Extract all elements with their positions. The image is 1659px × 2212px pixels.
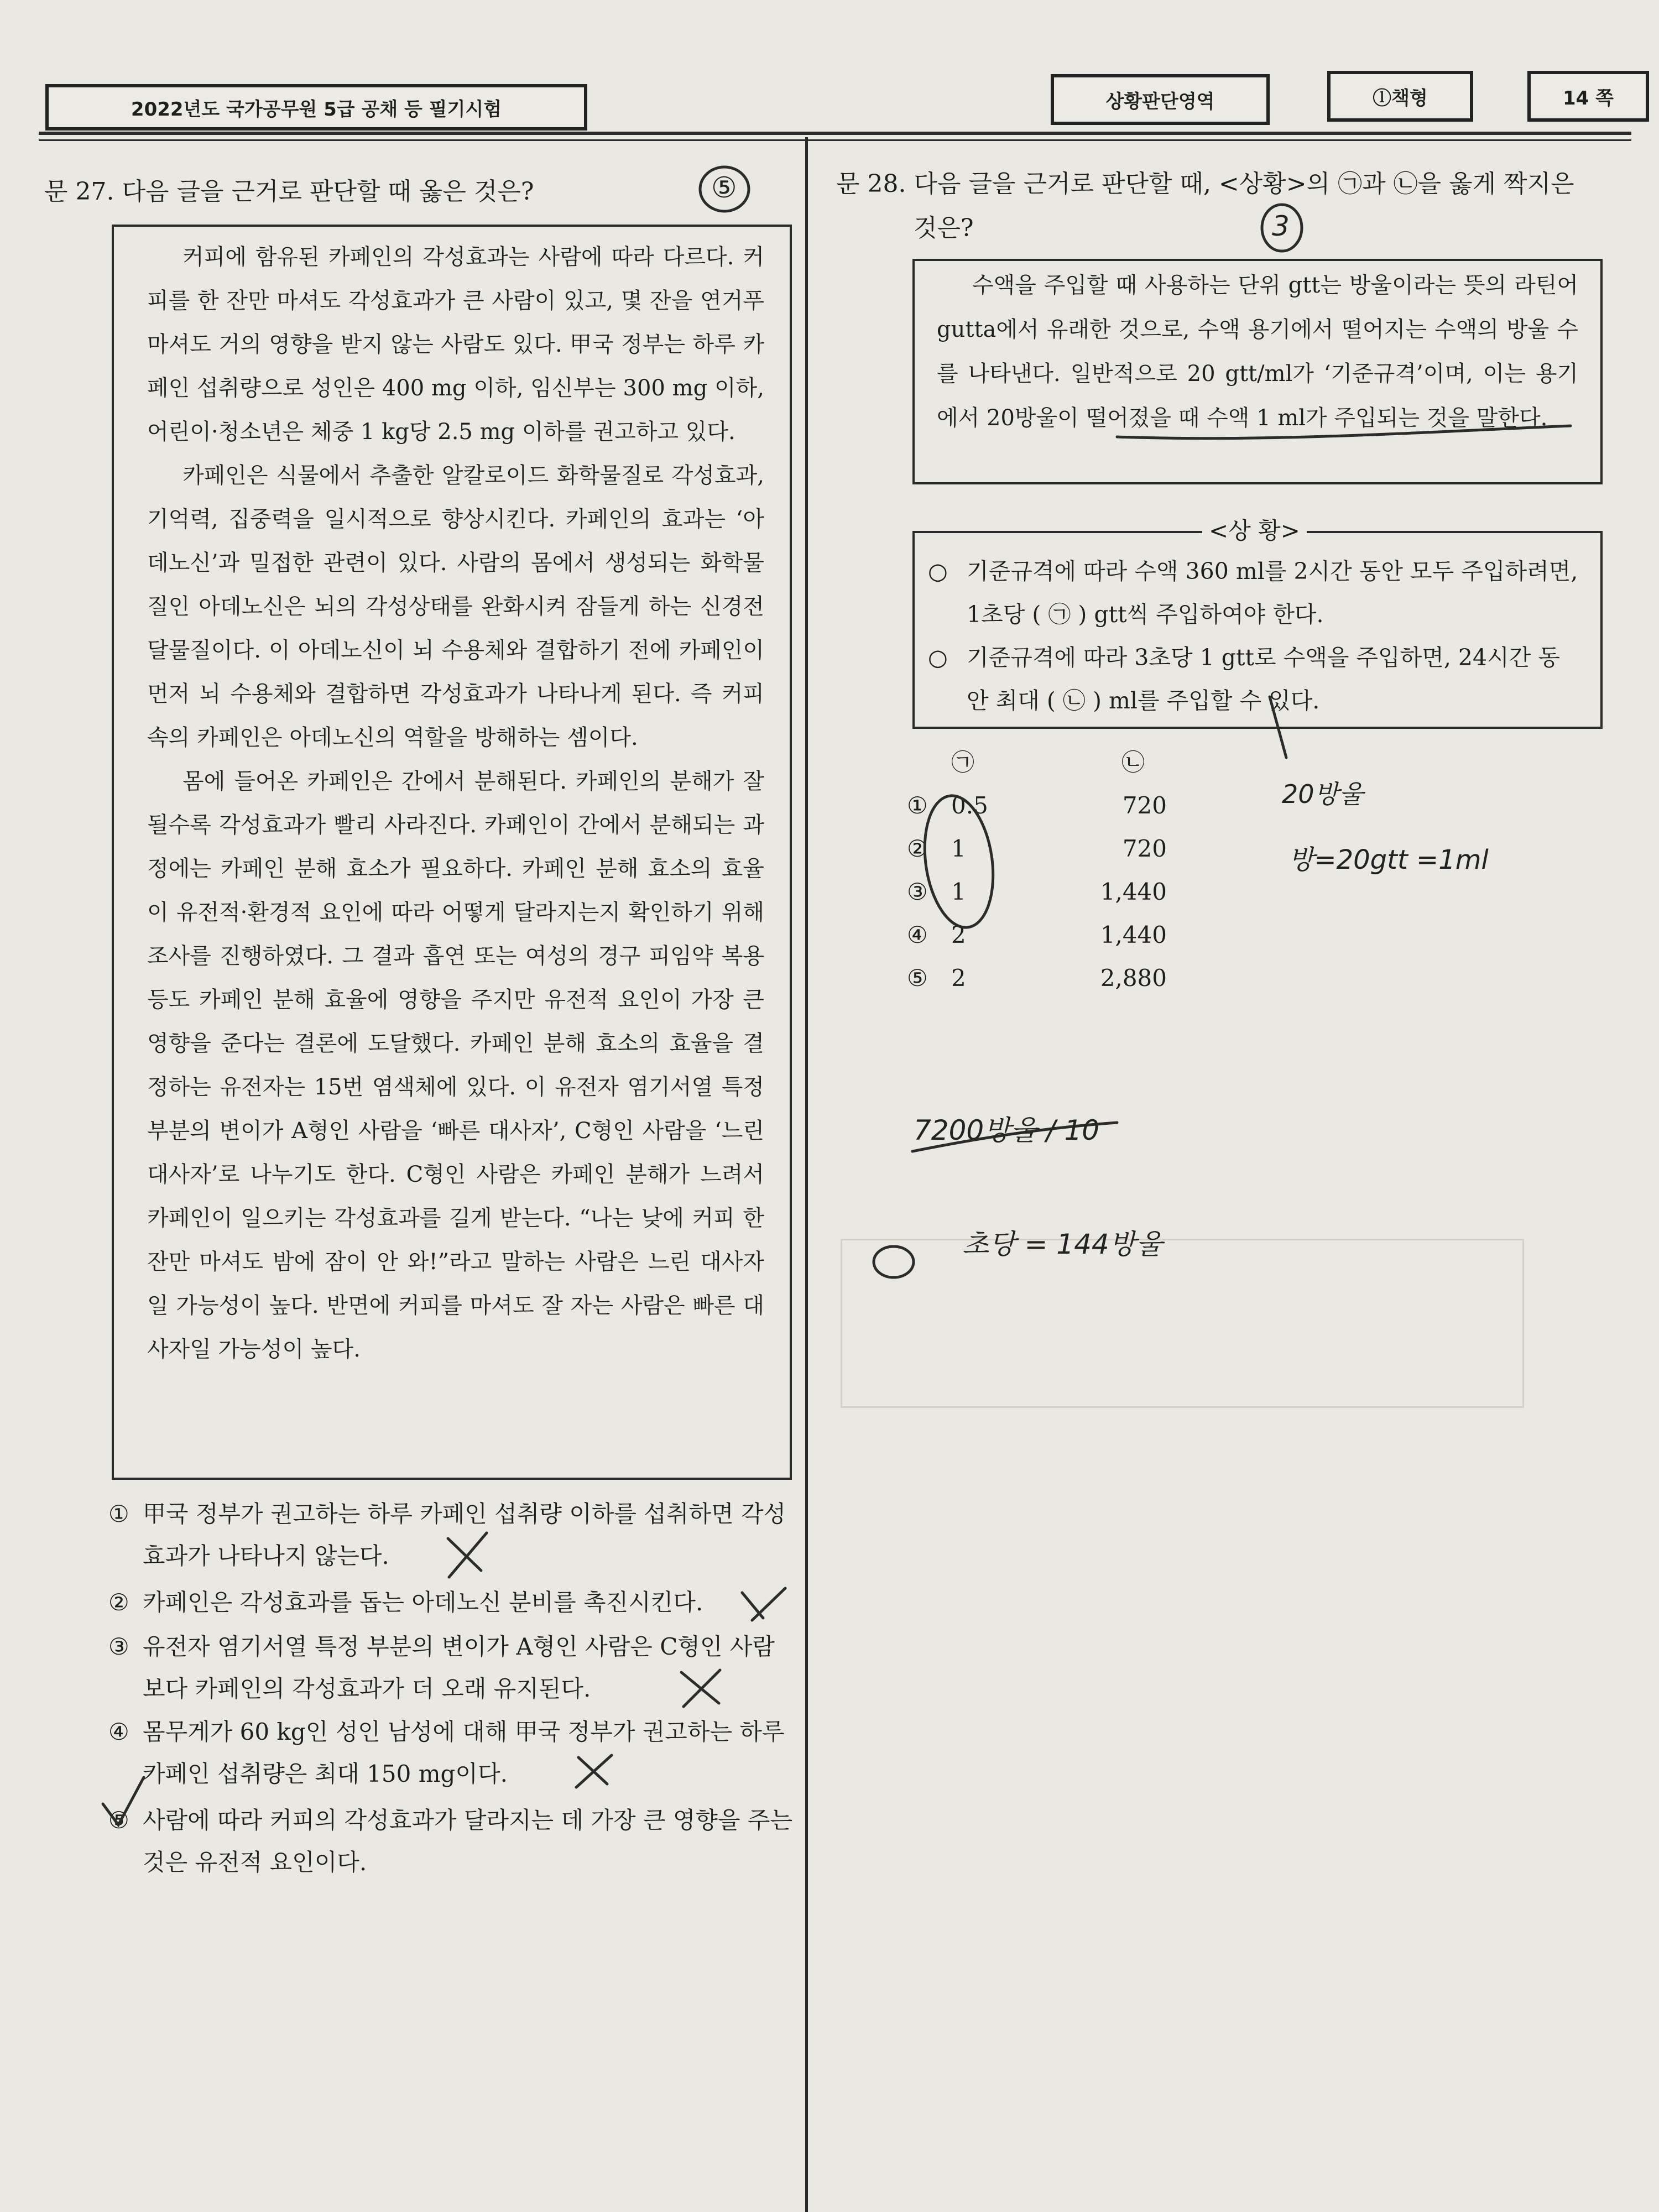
option-number: ④ <box>907 921 928 948</box>
option-number: ⑤ <box>907 964 928 992</box>
answer-column-circle <box>917 791 1001 932</box>
x-mark-icon <box>681 1670 720 1707</box>
option-value-a: 2 <box>951 921 966 948</box>
handwritten-note-4: 초당 = 144방울 <box>962 1228 1163 1260</box>
option-number: ③ <box>108 1633 129 1660</box>
option-text: 사람에 따라 커피의 각성효과가 달라지는 데 가장 큰 영향을 주는 것은 유전적 요인이다. <box>143 1807 793 1876</box>
q28-title-line1: 문 28. 다음 글을 근거로 판단할 때, <상황>의 ㉠과 ㉡을 옳게 짝지은 <box>836 170 1574 198</box>
situation-label: <상 황> <box>1202 515 1307 546</box>
x-mark-icon <box>448 1533 487 1577</box>
situation-text: 기준규격에 따라 수액 360 ml를 2시간 동안 모두 주입하려면, 1초당 ( ㉠ ) gtt씩 주입하여야 한다. <box>967 558 1578 628</box>
option-number: ⑤ <box>108 1807 129 1834</box>
check-mark-icon <box>103 1777 144 1825</box>
option-value-b: 720 <box>1122 791 1167 819</box>
option-value-a: 1 <box>951 878 966 905</box>
option-value-b: 2,880 <box>1100 964 1167 992</box>
x-mark-icon <box>576 1755 612 1787</box>
option-number: ① <box>108 1500 129 1527</box>
q28-paragraph: 수액을 주입할 때 사용하는 단위 gtt는 방울이라는 뜻의 라틴어 gutta에서 유래한 것으로, 수액 용기에서 떨어지는 수액의 방울 수를 나타낸다. 일반적으로 20 gtt/ml가 ‘기준규격’이며, 이는 용기에서 20방울이 떨어졌을 때 수액 1 ml가 주입되는 것을 말한다. <box>937 273 1578 431</box>
handwritten-note-3: 7200방울 / 10 <box>914 1114 1100 1146</box>
situation-text: 기준규격에 따라 3초당 1 gtt로 수액을 주입하면, 24시간 동안 최대 ( ㉡ ) ml를 주입할 수 있다. <box>967 644 1560 714</box>
option-value-a: 0.5 <box>951 791 988 819</box>
q27-title: 문 27. 다음 글을 근거로 판단할 때 옳은 것은? <box>44 178 534 206</box>
q27-paragraph-1: 커피에 함유된 카페인의 각성효과는 사람에 따라 다르다. 커피를 한 잔만 마셔도 각성효과가 큰 사람이 있고, 몇 잔을 연거푸 마셔도 거의 영향을 받지 않는 사람도 있다. 甲국 정부는 하루 카페인 섭취량으로 성인은 400 mg 이하, 임신부는 300 mg 이하, 어린이·청소년은 체중 1 kg당 2.5 mg 이하를 권고하고 있다. <box>147 244 764 445</box>
col-header-a: ㉠ <box>951 749 975 776</box>
handwritten-answer-q27: ⑤ <box>711 171 737 205</box>
section-text: 상황판단영역 <box>1105 90 1215 113</box>
handwritten-note-2: 방=20gtt =1ml <box>1288 844 1489 875</box>
option-value-b: 720 <box>1122 834 1167 862</box>
option-value-a: 2 <box>951 964 966 992</box>
scribble-circle <box>874 1246 914 1277</box>
option-number: ② <box>907 834 928 862</box>
option-number: ③ <box>907 878 928 905</box>
bullet-circle-icon: ○ <box>928 644 948 671</box>
option-text: 甲국 정부가 권고하는 하루 카페인 섭취량 이하를 섭취하면 각성효과가 나타나지 않는다. <box>143 1500 786 1569</box>
option-value-b: 1,440 <box>1100 921 1167 948</box>
exam-title-text: 2022년도 국가공무원 5급 공채 등 필기시험 <box>131 98 502 121</box>
option-text: 카페인은 각성효과를 돕는 아데노신 분비를 촉진시킨다. <box>143 1589 703 1616</box>
q27-paragraph-3: 몸에 들어온 카페인은 간에서 분해된다. 카페인의 분해가 잘 될수록 각성효과가 빨리 사라진다. 카페인이 간에서 분해되는 과정에는 카페인 분해 효소가 필요하다. 카페인 분해 효소의 효율이 유전적·환경적 요인에 따라 어떻게 달라지는지 확인하기 위해 조사를 진행하였다. 그 결과 흡연 또는 여성의 경구 피임약 복용 등도 카페인 분해 효율에 영향을 주지만 유전적 요인이 가장 큰 영향을 준다는 결론에 도달했다. 카페인 분해 효소의 효율을 결정하는 유전자는 15번 염색체에 있다. 이 유전자 염기서열 특정 부분의 변이가 A형인 사람을 ‘빠른 대사자’, C형인 사람을 ‘느린 대사자’로 나누기도 한다. C형인 사람은 카페인 분해가 느려서 카페인이 일으키는 각성효과를 길게 받는다. “나는 낮에 커피 한 잔만 마셔도 밤에 잠이 안 와!”라고 말하는 사람은 느린 대사자일 가능성이 높다. 반면에 커피를 마셔도 잘 자는 사람은 빠른 대사자일 가능성이 높다. <box>147 769 764 1362</box>
option-text: 몸무게가 60 kg인 성인 남성에 대해 甲국 정부가 권고하는 하루 카페인 섭취량은 최대 150 mg이다. <box>143 1718 785 1787</box>
option-number: ② <box>108 1589 129 1616</box>
handwritten-note-1: 20방울 <box>1282 779 1364 809</box>
page-number-text: 14 쪽 <box>1563 87 1614 109</box>
handwritten-answer-q28: 3 <box>1272 210 1290 242</box>
option-text: 유전자 염기서열 특정 부분의 변이가 A형인 사람은 C형인 사람보다 카페인의 각성효과가 더 오래 유지된다. <box>143 1633 775 1702</box>
booklet-text: ⓛ책형 <box>1373 87 1428 109</box>
pointer-line <box>1270 697 1286 758</box>
option-value-a: 1 <box>951 834 966 862</box>
col-header-b: ㉡ <box>1121 749 1145 776</box>
option-number: ④ <box>108 1718 129 1745</box>
bullet-circle-icon: ○ <box>928 558 948 585</box>
option-value-b: 1,440 <box>1100 878 1167 905</box>
x-mark-icon <box>742 1588 785 1620</box>
q27-paragraph-2: 카페인은 식물에서 추출한 알칼로이드 화학물질로 각성효과, 기억력, 집중력을 일시적으로 향상시킨다. 카페인의 효과는 ‘아데노신’과 밀접한 관련이 있다. 사람의 몸에서 생성되는 화학물질인 아데노신은 뇌의 각성상태를 완화시켜 잠들게 하는 신경전달물질이다. 이 아데노신이 뇌 수용체와 결합하기 전에 카페인이 먼저 뇌 수용체와 결합하면 각성효과가 나타나게 된다. 즉 커피 속의 카페인은 아데노신의 역할을 방해하는 셈이다. <box>147 463 764 750</box>
q28-title-line2: 것은? <box>914 214 974 242</box>
option-number: ① <box>907 791 928 819</box>
underline <box>1117 426 1571 439</box>
